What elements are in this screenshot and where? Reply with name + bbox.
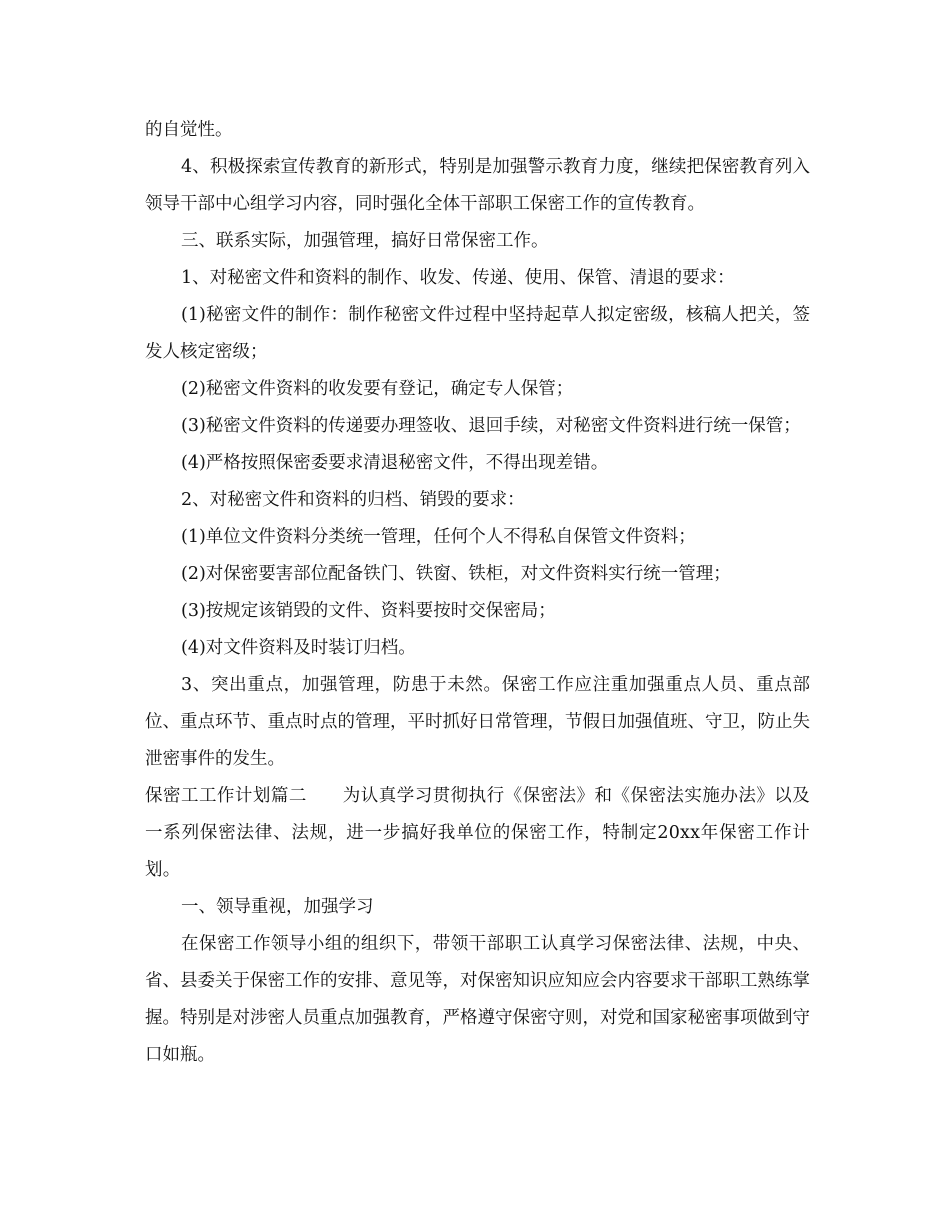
paragraph: 1、对秘密文件和资料的制作、收发、传递、使用、保管、清退的要求：: [181, 268, 735, 288]
list-item: (3)秘密文件资料的传递要办理签收、退回手续，对秘密文件资料进行统一保管；: [181, 416, 801, 436]
section-heading: 一、领导重视，加强学习: [181, 897, 374, 917]
paragraph: 在保密工作领导小组的组织下，带领干部职工认真学习保密法律、法规，中央、省、县委关于保密工作的安排、意见等，对保密知识应知应会内容要求干部职工熟练掌握。特别是对涉密人员重点加强教育，严格遵守保密守则，对党和国家秘密事项做到守口如瓶。: [145, 934, 810, 1065]
list-item: (4)严格按照保密委要求清退秘密文件，不得出现差错。: [181, 453, 609, 473]
section-title-paragraph: 保密工工作计划篇二 为认真学习贯彻执行《保密法》和《保密法实施办法》以及一系列保密法律、法规，进一步搞好我单位的保密工作，特制定20xx年保密工作计划。: [145, 786, 810, 880]
list-item: (4)对文件资料及时装订归档。: [181, 638, 416, 658]
list-item: (1)单位文件资料分类统一管理，任何个人不得私自保管文件资料；: [181, 527, 696, 547]
paragraph: 2、对秘密文件和资料的归档、销毁的要求：: [181, 490, 525, 510]
section-heading: 三、联系实际，加强管理，搞好日常保密工作。: [181, 231, 549, 251]
list-item: (3)按规定该销毁的文件、资料要按时交保密局；: [181, 601, 556, 621]
paragraph: 3、突出重点，加强管理，防患于未然。保密工作应注重加强重点人员、重点部位、重点环节、重点时点的管理，平时抓好日常管理，节假日加强值班、守卫，防止失泄密事件的发生。: [145, 675, 810, 769]
document-body: [145, 112, 810, 1074]
paragraph: 的自觉性。: [145, 120, 233, 140]
paragraph: 4、积极探索宣传教育的新形式，特别是加强警示教育力度，继续把保密教育列入领导干部中心组学习内容，同时强化全体干部职工保密工作的宣传教育。: [145, 157, 810, 214]
list-item: (2)对保密要害部位配备铁门、铁窗、铁柜，对文件资料实行统一管理；: [181, 564, 731, 584]
list-item: (1)秘密文件的制作：制作秘密文件过程中坚持起草人拟定密级，核稿人把关，签发人核定密级；: [145, 305, 810, 362]
list-item: (2)秘密文件资料的收发要有登记，确定专人保管；: [181, 379, 574, 399]
